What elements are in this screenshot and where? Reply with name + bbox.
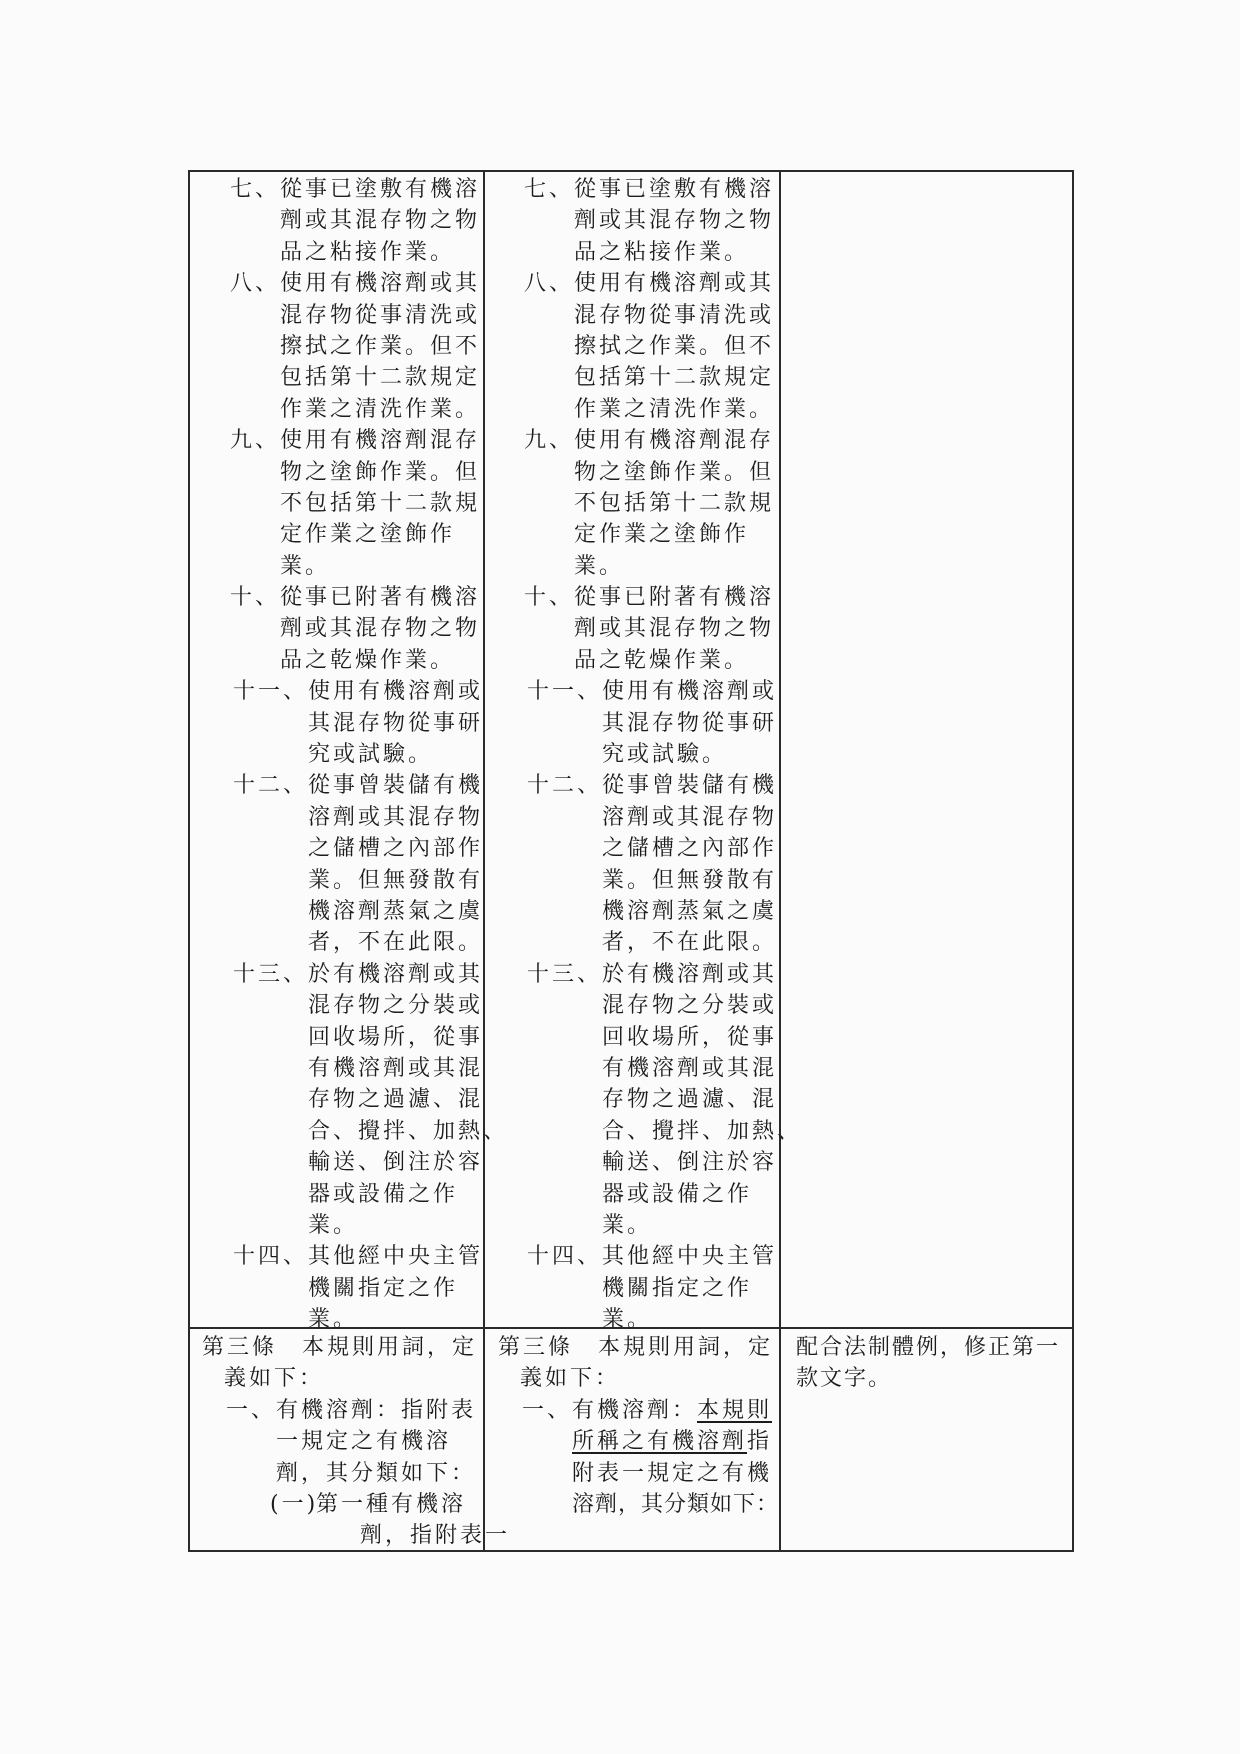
item-line: 業。 [308,1307,359,1333]
list-item [226,582,508,676]
item-line: 業。 [574,553,625,579]
item-line: 有機溶劑或其混 [308,1055,484,1081]
item-line: 其他經中央主管 [308,1244,484,1270]
old-items-cell [226,174,508,1335]
list-item [520,770,802,958]
item-line: 劑或其混存物之物 [280,208,481,234]
item-line: 擦拭之作業。但不 [574,333,775,359]
list-item [226,268,508,425]
item-line: 業。但無發散有 [308,867,484,893]
item-number: 十、 [523,585,574,611]
list-item [520,582,802,676]
item-line: 其混存物從事研 [602,710,778,736]
item-line: 使用有機溶劑或其 [280,271,481,297]
item-line: 存物之過濾、混 [308,1087,484,1113]
item-line: 劑或其混存物之物 [574,616,775,642]
item-line: 者，不在此限。 [602,930,778,956]
item-line: 品之乾燥作業。 [574,647,750,673]
explanation-cell [796,1332,1060,1395]
explanation-line: 配合法制體例，修正第一 [796,1335,1061,1360]
subitem-line: 劑，其分類如下： [276,1460,477,1486]
item-line: 回收場所，從事 [308,1024,484,1050]
list-item [520,1241,802,1335]
article3-left-cell [202,1332,510,1552]
list-item [520,676,802,770]
item-line: 定作業之塗飾作 [574,522,750,548]
list-item [226,174,508,268]
item-line: 機關指定之作 [602,1275,753,1301]
item-line: 輸送、倒注於容 [308,1150,484,1176]
item-number: 十、 [229,585,280,611]
list-item [520,268,802,425]
item-line: 劑或其混存物之物 [574,208,775,234]
list-item [520,174,802,268]
item-line: 輸送、倒注於容 [602,1150,778,1176]
article3-center-cell [498,1332,779,1520]
subitem-line [572,1395,779,1426]
subsubitem-line: 第一種有機溶 [316,1491,467,1517]
item-line: 物之塗飾作業。但 [574,459,775,485]
list-item [226,770,508,958]
item-line: 機關指定之作 [308,1275,459,1301]
item-line: 使用有機溶劑或 [308,679,484,705]
item-line: 有機溶劑或其混 [602,1055,778,1081]
item-number: 十二、 [526,773,602,799]
subitem-line: 一規定之有機溶 [276,1429,452,1455]
subitem-line: 附表一規定之有機 [572,1460,773,1486]
item-number: 十一、 [526,679,602,705]
item-line: 品之粘接作業。 [574,239,750,265]
item-line: 者，不在此限。 [308,930,484,956]
subsubitem-number: (一) [270,1491,319,1517]
item-line: 合、攪拌、加熱、 [602,1118,803,1144]
item-line: 合、攪拌、加熱、 [308,1118,509,1144]
item-line: 不包括第十二款規 [574,490,775,516]
item-line: 作業之清洗作業。 [280,396,481,422]
item-number: 八、 [523,271,574,297]
item-number: 九、 [229,428,280,454]
item-line: 存物之過濾、混 [602,1087,778,1113]
item-number: 十四、 [232,1244,308,1270]
item-line: 從事已附著有機溶 [574,585,775,611]
item-line: 究或試驗。 [602,742,728,768]
item-line: 混存物之分裝或 [602,993,778,1019]
item-line: 業。 [308,1212,359,1238]
item-line: 於有機溶劑或其 [308,961,484,987]
item-number: 十一、 [232,679,308,705]
list-item [226,1241,508,1335]
subitem-line: 有機溶劑：指附表 [276,1397,477,1423]
subitem-number: 一、 [522,1397,573,1423]
list-item [520,959,802,1242]
item-number: 十三、 [526,961,602,987]
item-line: 混存物從事清洗或 [280,302,481,328]
item-line: 溶劑或其混存物 [602,804,778,830]
item-line: 混存物之分裝或 [308,993,484,1019]
item-line: 器或設備之作 [308,1181,459,1207]
item-line: 混存物從事清洗或 [574,302,775,328]
new-items-cell [520,174,802,1335]
item-line: 其他經中央主管 [602,1244,778,1270]
item-line: 劑或其混存物之物 [280,616,481,642]
item-line: 使用有機溶劑混存 [280,428,481,454]
subitem-text: 有機溶劑： [572,1397,698,1423]
item-number: 八、 [229,271,280,297]
list-item [226,676,508,770]
subitem-1 [498,1395,779,1521]
article3-heading-cont: 義如下： [520,1366,621,1392]
subsubitem-line: 劑，指附表一 [360,1523,511,1549]
item-line: 器或設備之作 [602,1181,753,1207]
amended-text: 所稱之有機溶劑 [572,1429,748,1455]
item-line: 從事已附著有機溶 [280,585,481,611]
subsubitem-1 [270,1489,510,1552]
item-line: 使用有機溶劑混存 [574,428,775,454]
item-line: 業。 [602,1307,653,1333]
item-line: 於有機溶劑或其 [602,961,778,987]
subitem-text: 指 [747,1429,773,1455]
item-line: 品之粘接作業。 [280,239,456,265]
item-line: 業。 [280,553,331,579]
item-line: 業。但無發散有 [602,867,778,893]
subitem-line: 溶劑，其分類如下： [572,1491,780,1517]
item-line: 使用有機溶劑或其 [574,271,775,297]
item-line: 之儲槽之內部作 [308,836,484,862]
subitem-1 [202,1395,510,1552]
item-line: 從事已塗敷有機溶 [280,177,481,202]
item-number: 十二、 [232,773,308,799]
list-item [520,425,802,582]
item-line: 使用有機溶劑或 [602,679,778,705]
item-line: 品之乾燥作業。 [280,647,456,673]
item-line: 機溶劑蒸氣之虞 [308,898,484,924]
item-line: 之儲槽之內部作 [602,836,778,862]
list-item [226,959,508,1242]
article3-heading: 第三條 本規則用詞，定 [202,1335,478,1360]
article3-heading: 第三條 本規則用詞，定 [498,1335,774,1360]
item-number: 十四、 [526,1244,602,1270]
item-number: 七、 [229,177,280,202]
item-line: 機溶劑蒸氣之虞 [602,898,778,924]
explanation-line: 款文字。 [796,1366,893,1392]
subitem-number: 一、 [226,1397,277,1423]
item-number: 九、 [523,428,574,454]
article3-heading-cont: 義如下： [224,1366,325,1392]
item-number: 十三、 [232,961,308,987]
item-line: 業。 [602,1212,653,1238]
item-line: 作業之清洗作業。 [574,396,775,422]
item-line: 回收場所，從事 [602,1024,778,1050]
comparison-table [188,170,1074,1552]
item-number: 七、 [523,177,574,202]
item-line: 擦拭之作業。但不 [280,333,481,359]
amended-text: 本規則 [697,1397,773,1423]
item-line: 不包括第十二款規 [280,490,481,516]
item-line: 溶劑或其混存物 [308,804,484,830]
item-line: 包括第十二款規定 [574,365,775,391]
item-line: 從事曾裝儲有機 [602,773,778,799]
subitem-line [572,1426,779,1457]
item-line: 包括第十二款規定 [280,365,481,391]
item-line: 定作業之塗飾作 [280,522,456,548]
item-line: 從事曾裝儲有機 [308,773,484,799]
item-line: 其混存物從事研 [308,710,484,736]
item-line: 究或試驗。 [308,742,434,768]
item-line: 物之塗飾作業。但 [280,459,481,485]
item-line: 從事已塗敷有機溶 [574,177,775,202]
list-item [226,425,508,582]
